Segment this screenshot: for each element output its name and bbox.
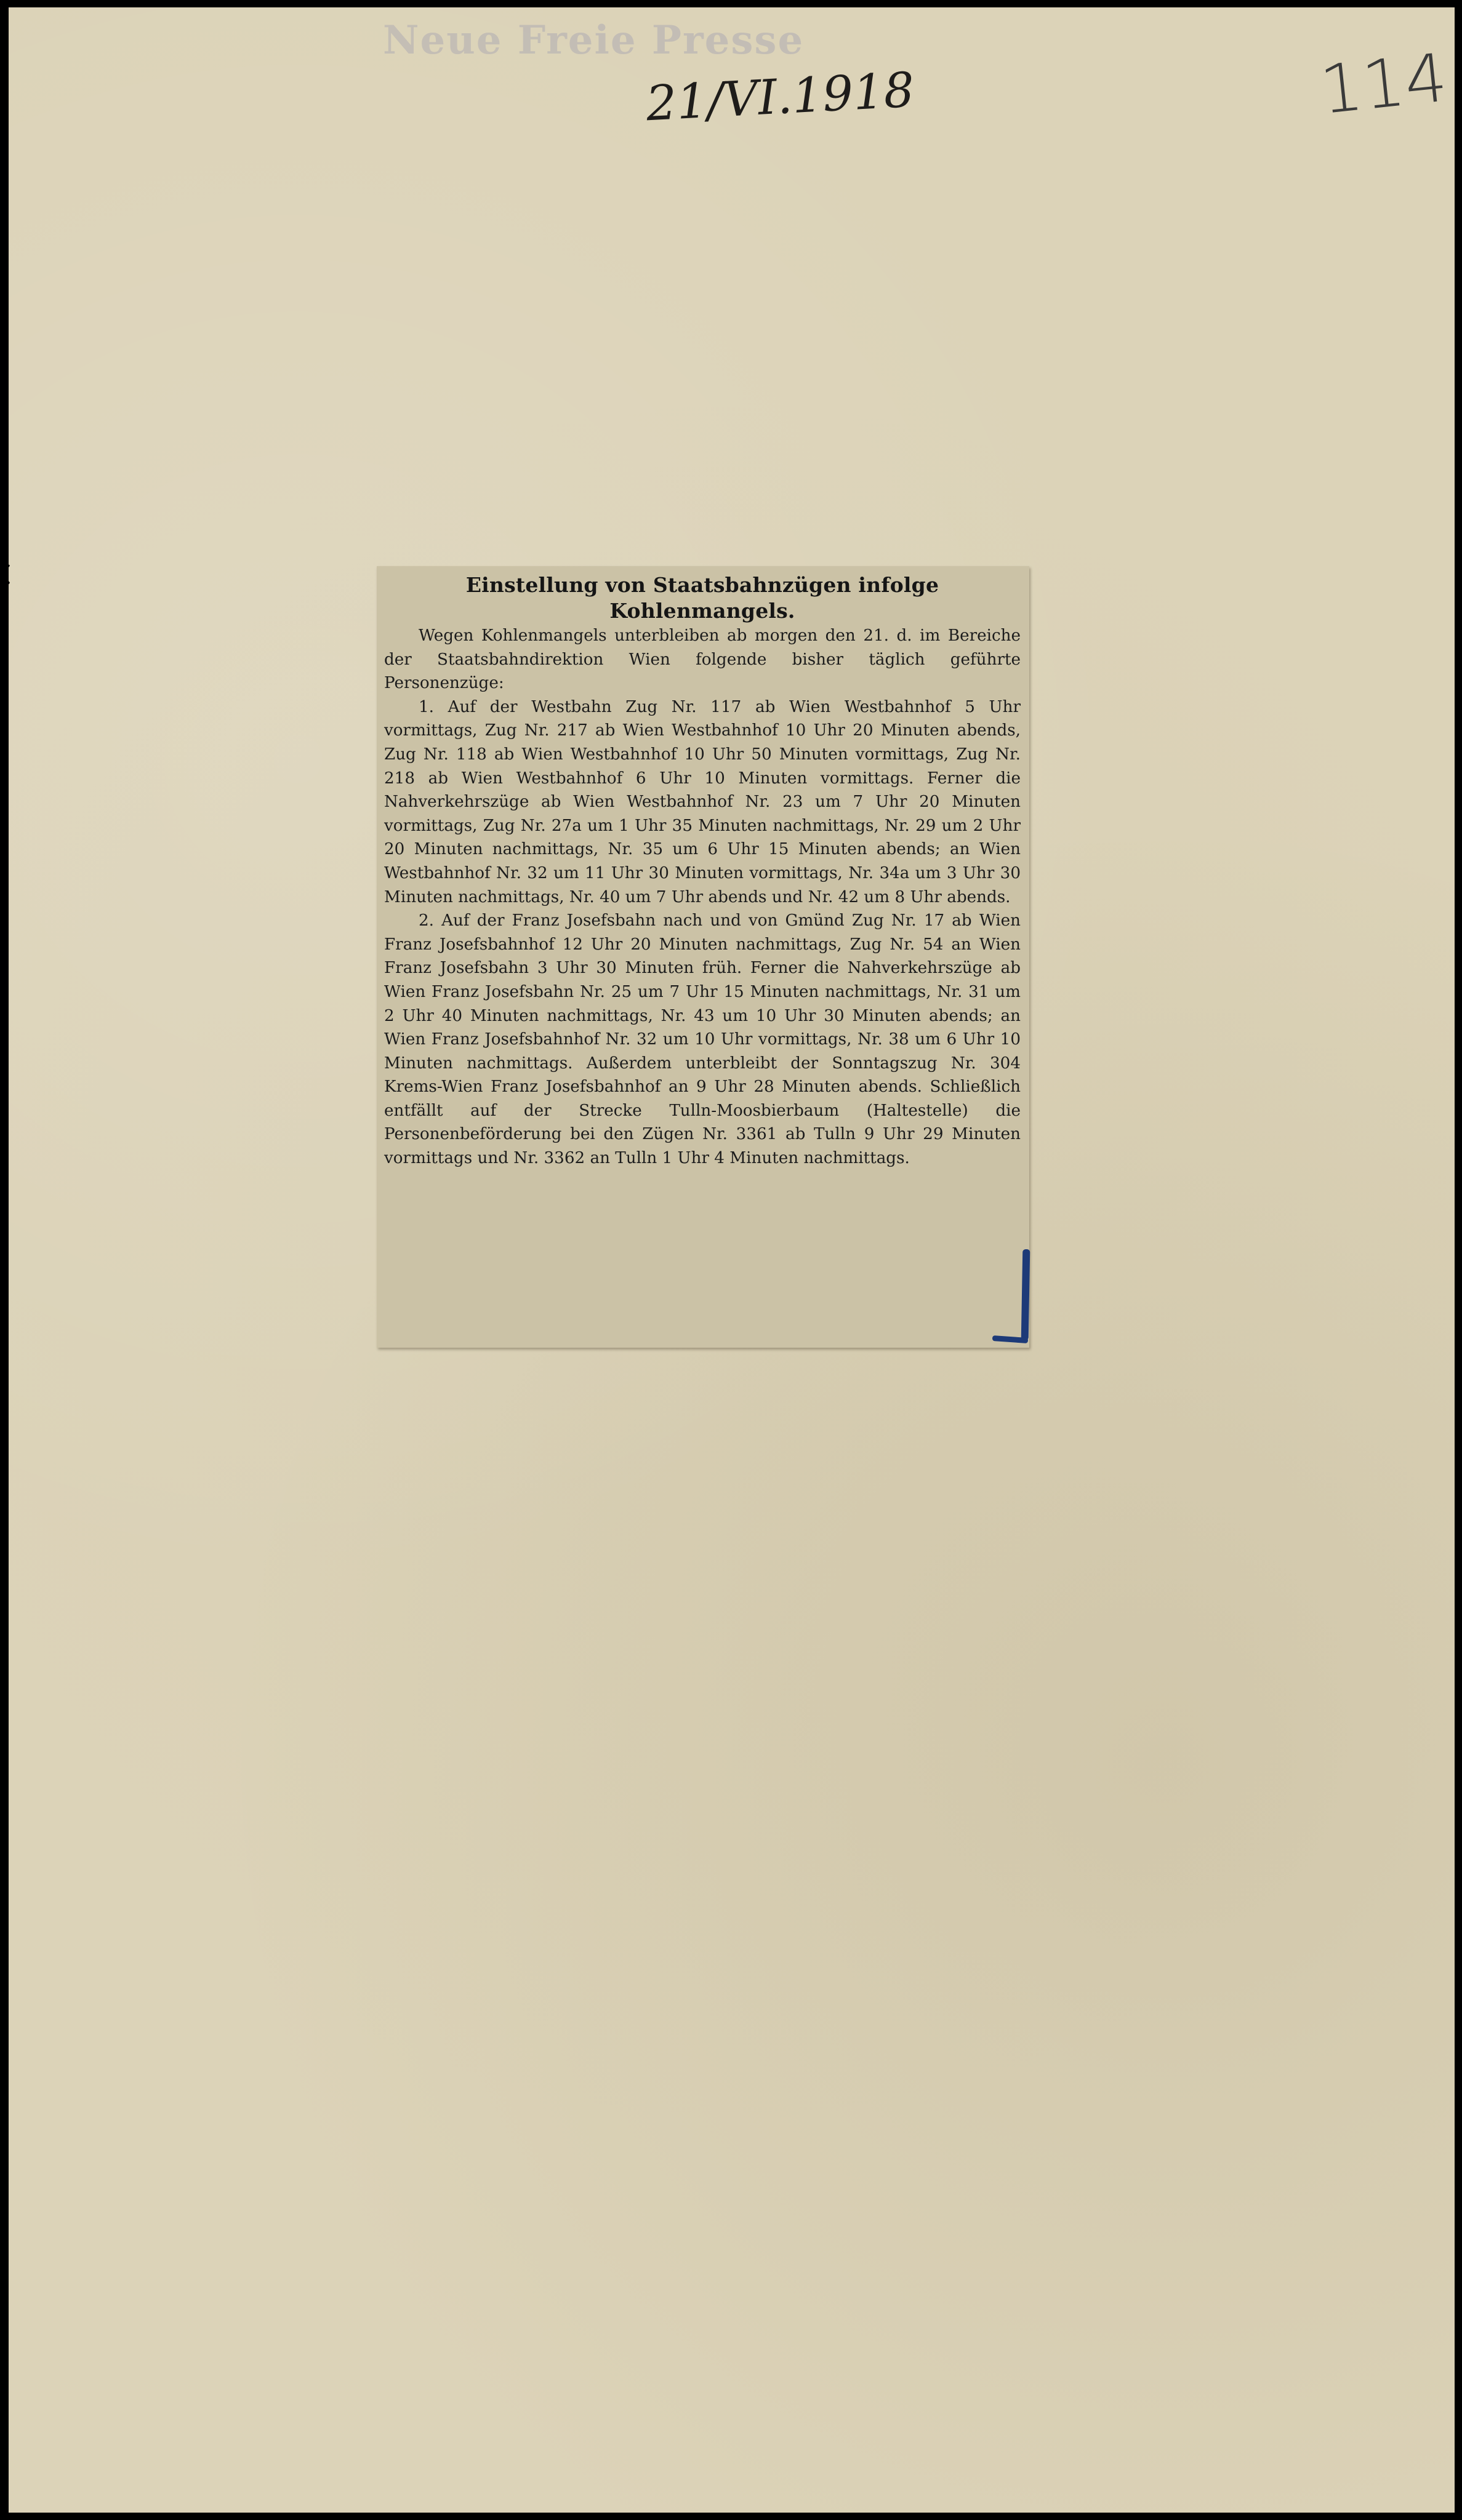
newspaper-clipping	[377, 566, 1029, 1348]
publication-stamp: Neue Freie Presse	[383, 17, 805, 63]
blue-pencil-mark	[1021, 1249, 1030, 1340]
clipping-paragraph-intro: Wegen Kohlenmangels unterbleiben ab morgen den 21. d. im Bereiche der Staatsbahndirektion Wien folgende bisher täglich geführte Personenzüge:	[384, 626, 1021, 693]
clipping-headline: Einstellung von Staatsbahnzügen infolge Kohlenmangels.	[465, 573, 939, 623]
clipping-paragraph-westbahn: 1. Auf der Westbahn Zug Nr. 117 ab Wien Westbahnhof 5 Uhr vormittags, Zug Nr. 217 ab Wien Westbahnhof 10 Uhr 20 Minuten abends, Zug Nr. 118 ab Wien Westbahnhof 10 Uhr 50 Minuten vormittags, Zug Nr. 218 ab Wien Westbahnhof 6 Uhr 10 Minuten vormittags. Ferner die Nahverkehrszüge ab Wien Westbahnhof Nr. 23 um 7 Uhr 20 Minuten vormittags, Zug Nr. 27a um 1 Uhr 35 Minuten nachmittags, Nr. 29 um 2 Uhr 20 Minuten nachmittags, Nr. 35 um 6 Uhr 15 Minuten abends; an Wien Westbahnhof Nr. 32 um 11 Uhr 30 Minuten vormittags, Nr. 34a um 3 Uhr 30 Minuten nachmittags, Nr. 40 um 7 Uhr abends und Nr. 42 um 8 Uhr abends.	[384, 697, 1021, 906]
clipping-paragraph-franz-josefsbahn: 2. Auf der Franz Josefsbahn nach und von Gmünd Zug Nr. 17 ab Wien Franz Josefsbahnhof 12 Uhr 20 Minuten nachmittags, Zug Nr. 54 an Wien Franz Josefsbahn 3 Uhr 30 Minuten früh. Ferner die Nahverkehrszüge ab Wien Franz Josefsbahn Nr. 25 um 7 Uhr 15 Minuten nachmittags, Nr. 31 um 2 Uhr 40 Minuten nachmittags, Nr. 43 um 10 Uhr 30 Minuten abends; an Wien Franz Josefsbahnhof Nr. 32 um 10 Uhr vormittags, Nr. 38 um 6 Uhr 10 Minuten nachmittags. Außerdem unterbleibt der Sonntagszug Nr. 304 Krems-Wien Franz Josefsbahnhof an 9 Uhr 28 Minuten abends. Schließlich entfällt auf der Strecke Tulln-Moosbierbaum (Haltestelle) die Personenbeförderung bei den Zügen Nr. 3361 ab Tulln 9 Uhr 29 Minuten vormittags und Nr. 3362 an Tulln 1 Uhr 4 Minuten nachmittags.	[384, 911, 1021, 1168]
handwritten-date: 21/VI.1918	[645, 62, 916, 132]
handwritten-page-number: 114	[1316, 39, 1451, 130]
